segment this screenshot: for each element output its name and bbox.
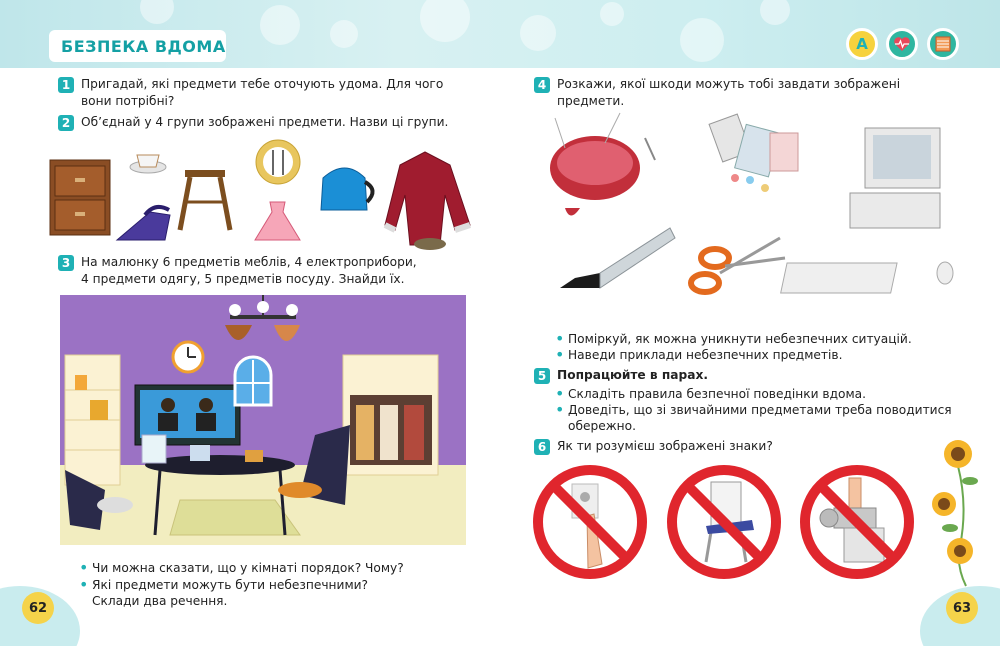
cabinet-image bbox=[50, 160, 110, 235]
task-5-text: Попрацюйте в парах. bbox=[557, 368, 708, 382]
page-title bbox=[49, 30, 226, 62]
letter-a-icon: A bbox=[846, 28, 878, 60]
clock bbox=[173, 342, 203, 372]
household-items-illustration bbox=[45, 140, 485, 250]
task-4-text: Розкажи, якої шкоди можуть тобі завдати зображені предмети. bbox=[557, 77, 901, 108]
left-bullet-1: • Чи можна сказати, що у кімнаті порядок? Чому? bbox=[92, 560, 404, 576]
task-number-2: 2 bbox=[58, 115, 74, 131]
task-number-4: 4 bbox=[534, 77, 550, 93]
scissors-image bbox=[691, 238, 785, 292]
prohibition-sign-icon bbox=[532, 464, 648, 580]
task-number-1: 1 bbox=[58, 77, 74, 93]
right-bullet-4: • Доведіть, що зі звичайними предметами треба поводитися обережно. bbox=[568, 402, 952, 434]
left-shelf bbox=[65, 355, 120, 485]
teacup-image bbox=[130, 155, 166, 173]
right-bullet-1: • Поміркуй, як можна уникнути небезпечних ситуацій. bbox=[568, 331, 912, 347]
task-number-5: 5 bbox=[534, 368, 550, 384]
window bbox=[235, 357, 271, 405]
right-bullet-2: • Наведи приклади небезпечних предметів. bbox=[568, 347, 842, 363]
dangerous-items-illustration bbox=[545, 108, 965, 308]
room-illustration bbox=[60, 295, 466, 545]
computer-image bbox=[781, 128, 953, 293]
jacket-image bbox=[385, 152, 470, 250]
task-number-3: 3 bbox=[58, 255, 74, 271]
page-title-text: БЕЗПЕКА ВДОМА bbox=[61, 36, 226, 56]
task-6-text: Як ти розумієш зображені знаки? bbox=[557, 439, 773, 453]
plate-cutlery-image bbox=[256, 140, 300, 184]
heart-pulse-icon bbox=[886, 28, 918, 60]
page-number-left: 62 bbox=[22, 592, 54, 624]
sunflower-decoration bbox=[938, 436, 982, 586]
left-bullet-2: • Які предмети можуть бути небезпечними? Склади два речення. bbox=[92, 577, 368, 609]
wardrobe bbox=[343, 355, 438, 475]
page-number-right: 63 bbox=[946, 592, 978, 624]
prohibition-sign-icon bbox=[799, 464, 915, 580]
pills-image bbox=[709, 114, 798, 192]
right-bullet-3: • Складіть правила безпечної поведінки вдома. bbox=[568, 386, 866, 402]
task-2-text: Об’єднай у 4 групи зображені предмети. Назви ці групи. bbox=[81, 115, 449, 129]
stool-image bbox=[180, 170, 230, 230]
task-3-text: На малюнку 6 предметів меблів, 4 електроприбори, 4 предмети одягу, 5 предметів посуду. Знайди їх. bbox=[81, 255, 417, 286]
iron-image bbox=[117, 207, 170, 240]
task-1-text: Пригадай, які предмети тебе оточують удома. Для чого вони потрібні? bbox=[81, 77, 444, 108]
abacus-icon bbox=[927, 28, 959, 60]
kettle-image bbox=[321, 168, 373, 210]
task-number-6: 6 bbox=[534, 439, 550, 455]
knife-image bbox=[560, 228, 675, 288]
prohibition-sign-icon bbox=[666, 464, 782, 580]
pincushion-image bbox=[550, 113, 655, 216]
dress-image bbox=[255, 202, 300, 240]
